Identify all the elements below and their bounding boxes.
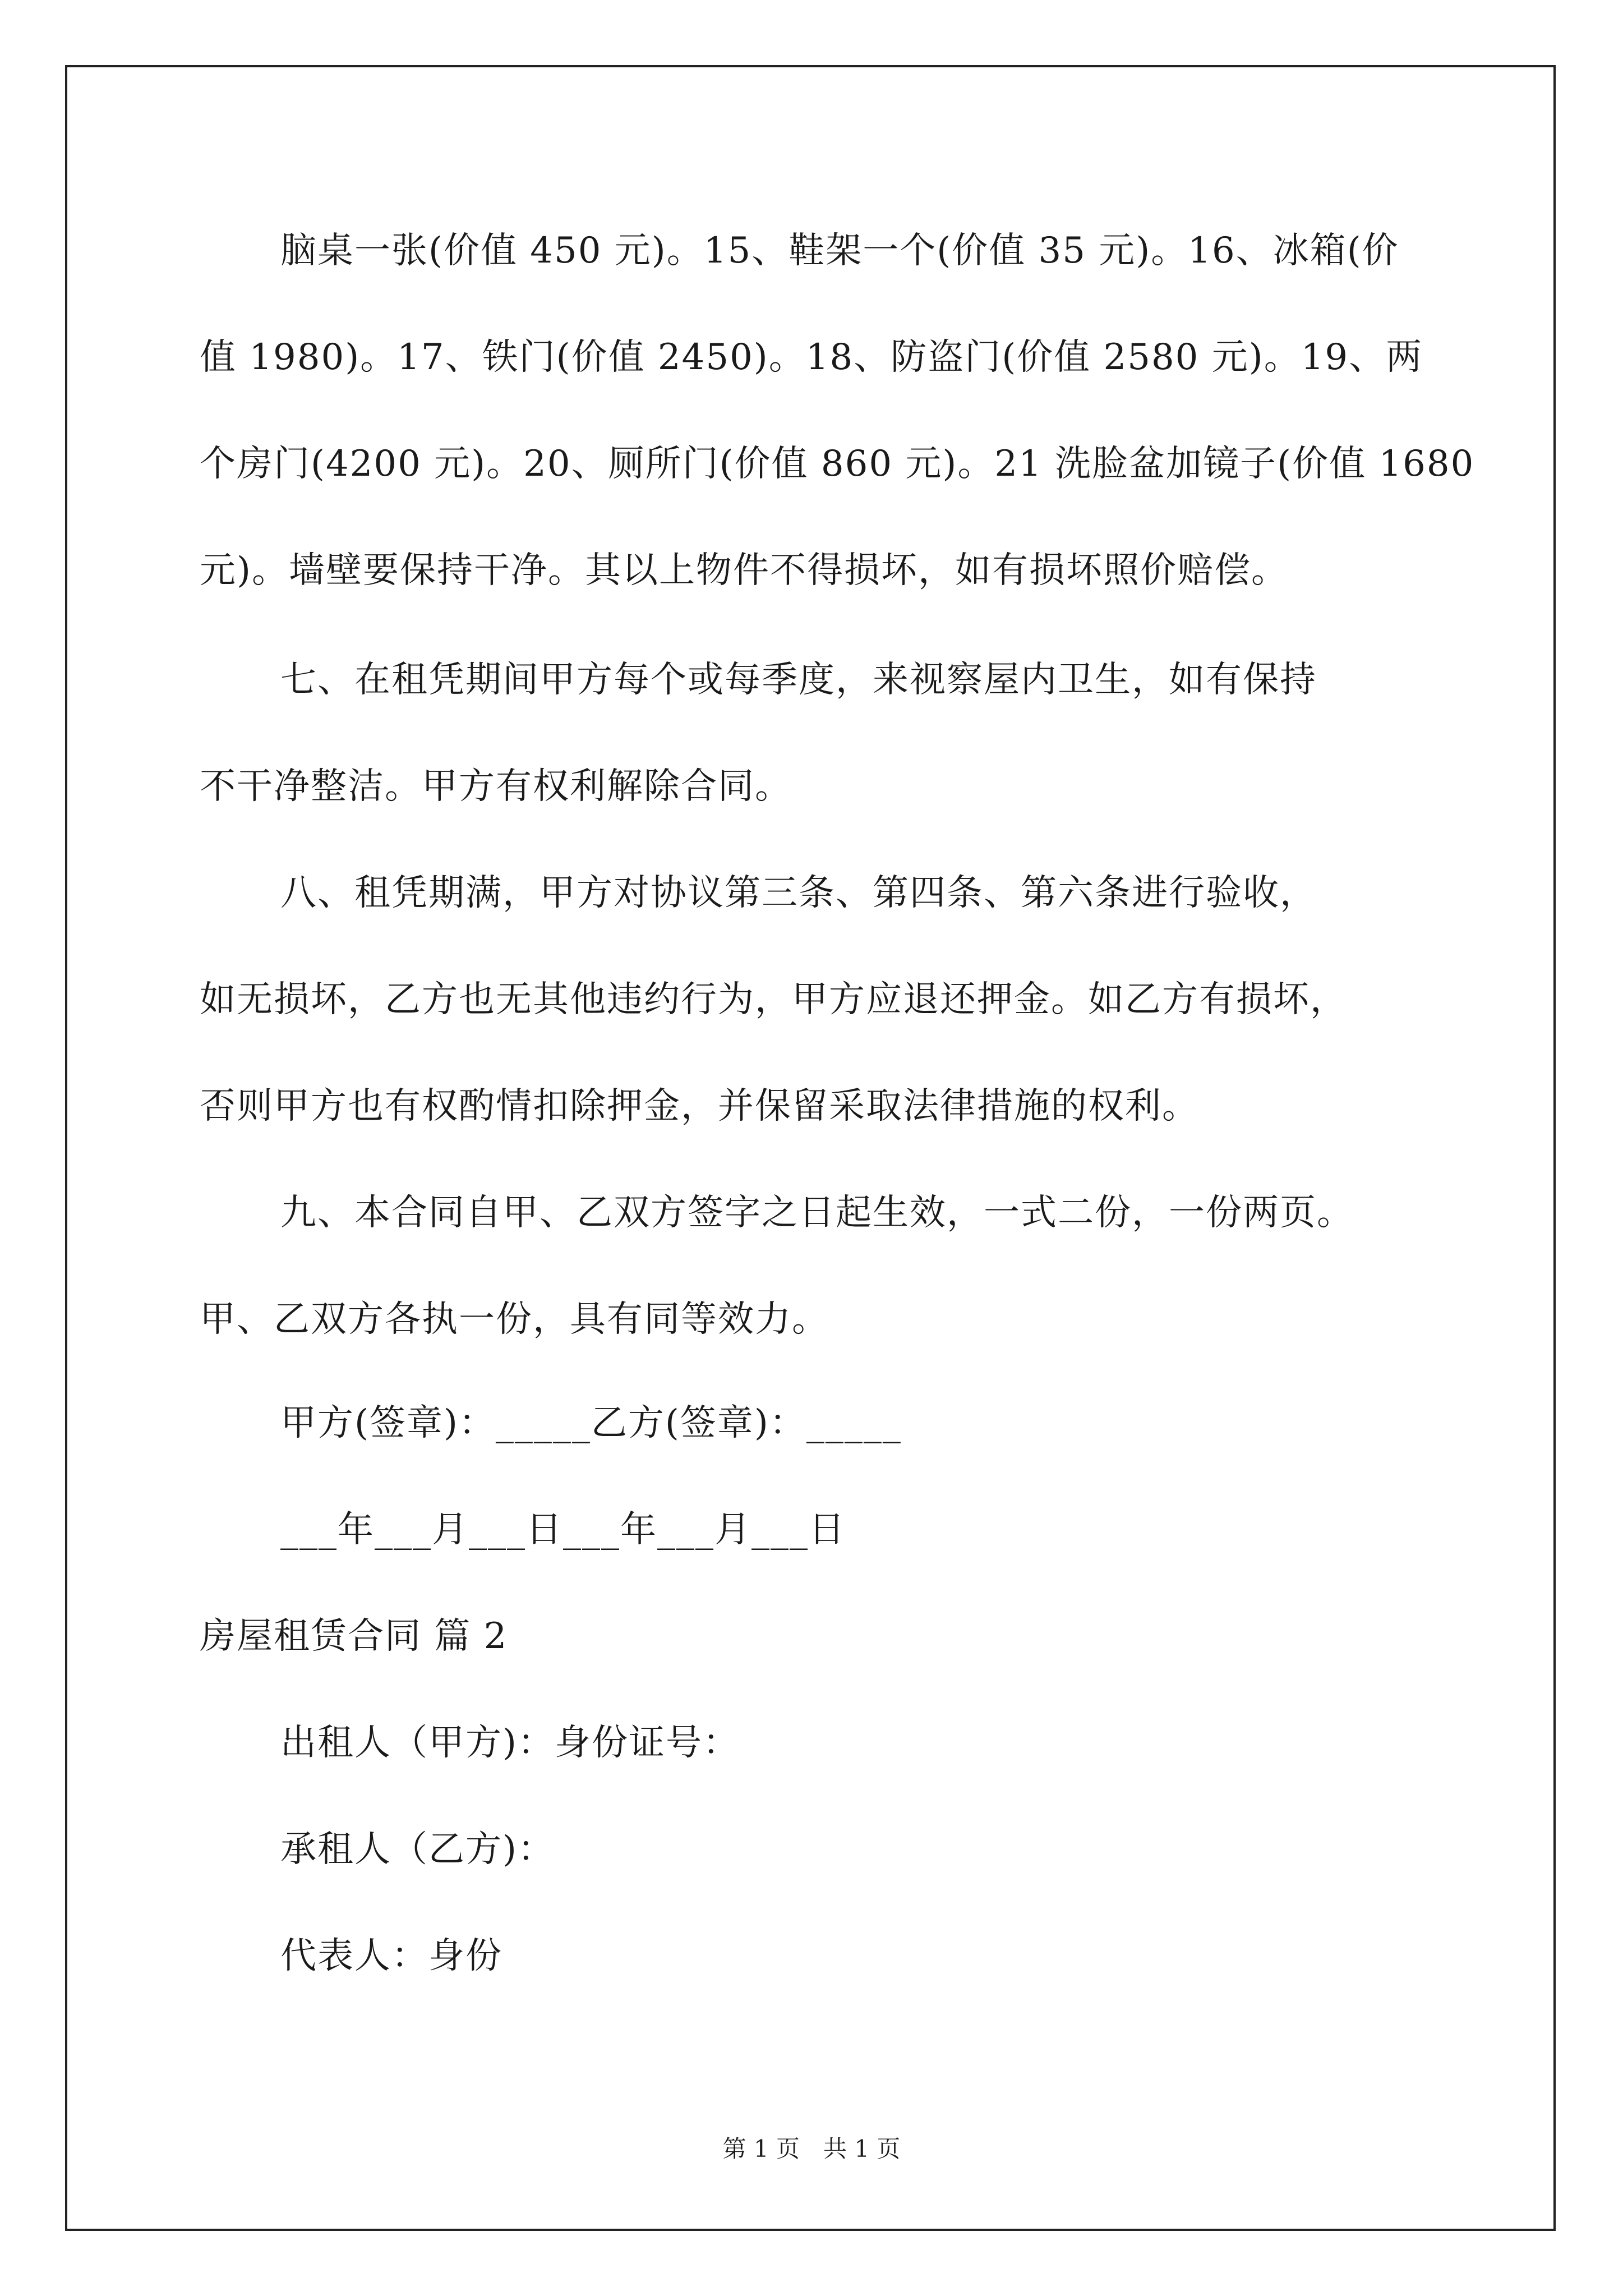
text-line: 代表人：身份 — [280, 1935, 502, 1977]
text-line: 承租人（乙方)： — [280, 1829, 555, 1870]
text-line: 值 1980)。17、铁门(价值 2450)。18、防盗门(价值 2580 元)。19、两 — [200, 337, 1423, 378]
text-line: 不干净整洁。甲方有权利解除合同。 — [200, 766, 792, 807]
text-line: 个房门(4200 元)。20、厕所门(价值 860 元)。21 洗脸盆加镜子(价值 1680 — [200, 443, 1475, 485]
page-border — [65, 65, 1556, 2231]
text-line: 如无损坏，乙方也无其他违约行为，甲方应退还押金。如乙方有损坏， — [200, 979, 1347, 1020]
text-line: 否则甲方也有权酌情扣除押金，并保留采取法律措施的权利。 — [200, 1085, 1199, 1127]
page-footer: 第 1 页 共 1 页 — [722, 2135, 901, 2162]
section-heading: 房屋租赁合同 篇 2 — [200, 1616, 508, 1657]
text-line: 元)。墙壁要保持干净。其以上物件不得损坏，如有损坏照价赔偿。 — [200, 550, 1288, 591]
date-line: ___年___月___日___年___月___日 — [280, 1509, 846, 1550]
text-line: 甲、乙双方各执一份，具有同等效力。 — [200, 1299, 829, 1340]
text-line: 八、租凭期满，甲方对协议第三条、第四条、第六条进行验收， — [280, 872, 1317, 914]
text-line: 出租人（甲方)：身份证号： — [280, 1722, 740, 1764]
text-line: 九、本合同自甲、乙双方签字之日起生效，一式二份，一份两页。 — [280, 1192, 1354, 1234]
signature-line: 甲方(签章)：_____乙方(签章)：_____ — [280, 1402, 902, 1444]
text-line: 七、在租凭期间甲方每个或每季度，来视察屋内卫生，如有保持 — [280, 659, 1317, 701]
text-line: 脑桌一张(价值 450 元)。15、鞋架一个(价值 35 元)。16、冰箱(价 — [280, 230, 1399, 272]
